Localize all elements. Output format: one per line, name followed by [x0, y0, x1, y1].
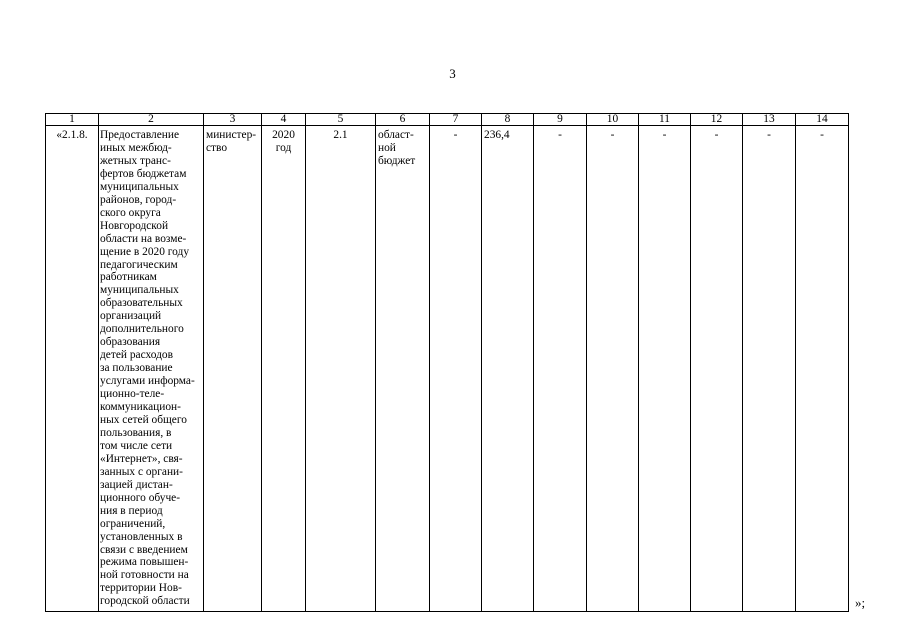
column-header: 3 — [204, 114, 262, 126]
header-row — [46, 114, 849, 126]
column-header: 10 — [587, 114, 639, 126]
value-cell-13: - — [743, 126, 796, 612]
row-number-cell: «2.1.8. — [46, 126, 99, 612]
column-header: 1 — [46, 114, 99, 126]
table-row — [46, 126, 849, 612]
column-header: 13 — [743, 114, 796, 126]
value-cell-14: - — [796, 126, 849, 612]
value-cell-9: - — [534, 126, 587, 612]
page-number: 3 — [449, 66, 456, 81]
column-header: 8 — [482, 114, 534, 126]
column-header: 2 — [99, 114, 204, 126]
column-header: 7 — [430, 114, 482, 126]
column-header: 4 — [262, 114, 306, 126]
column-header: 12 — [691, 114, 743, 126]
value-cell-10: - — [587, 126, 639, 612]
column-header: 9 — [534, 114, 587, 126]
value-cell-8: 236,4 — [482, 126, 534, 612]
program-table — [45, 113, 849, 612]
value-cell-7: - — [430, 126, 482, 612]
column-header: 5 — [306, 114, 376, 126]
column-header: 11 — [639, 114, 691, 126]
executor-cell: министер- ство — [204, 126, 262, 612]
source-cell: област- ной бюджет — [376, 126, 430, 612]
value-cell-12: - — [691, 126, 743, 612]
description-cell: Предоставление иных межбюд- жетных транс- фертов бюджетам муниципальных районов, город- ского округа Новгородской области на возме- щение в 2020 году педагогическим работникам муниципальных образовательных организаций дополнительного образования детей расходов за пользование услугами информа- ционно-теле- коммуникацион- ных сетей общего пользования, в том числе сети «Интернет», свя- занных с органи- зацией дистан- ционного обуче- ния в период ограничений, установленных в связи с введением режима повышен- ной готовности на территории Нов- городской области — [99, 126, 204, 612]
value-cell-11: - — [639, 126, 691, 612]
column-header: 14 — [796, 114, 849, 126]
column-header: 6 — [376, 114, 430, 126]
closing-quote: »; — [855, 595, 866, 610]
period-cell: 2020 год — [262, 126, 306, 612]
target-cell: 2.1 — [306, 126, 376, 612]
